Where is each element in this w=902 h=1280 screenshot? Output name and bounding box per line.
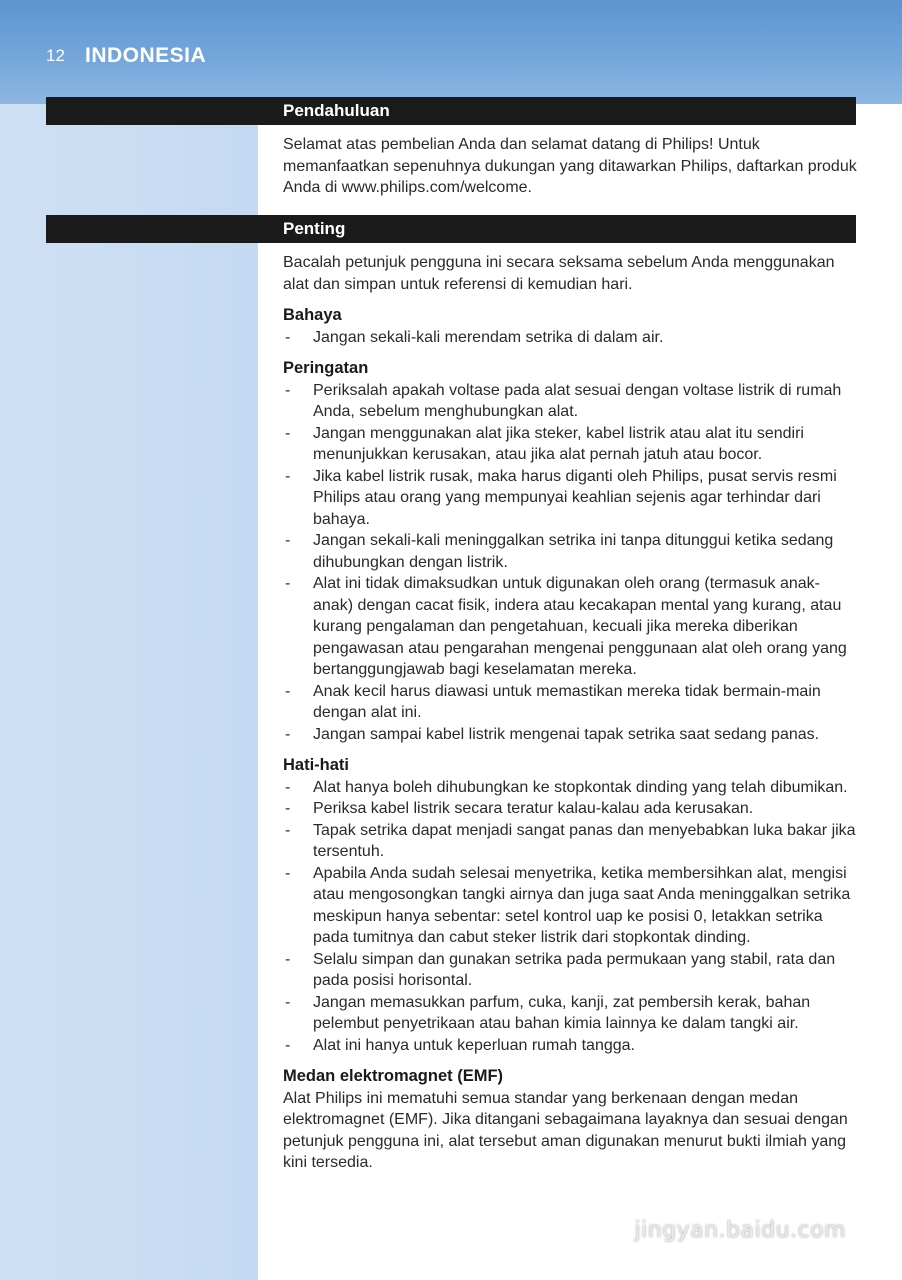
emf-text: Alat Philips ini mematuhi semua standar yang berkenaan dengan medan elektromagnet (EMF). Jika ditangani sebagaimana layaknya dan sesuai dengan petunjuk pengguna ini, alat tersebut aman digunakan menurut bukti ilmiah yang kini tersedia. <box>283 1089 848 1171</box>
list-item: - Alat ini tidak dimaksudkan untuk digunakan oleh orang (termasuk anak-anak) dengan cacat fisik, indera atau kecakapan mental yang kurang, atau kurang pengalaman dan pengetahuan, kecuali jika mereka diberikan pengawasan atau pengarahan mengenai penggunaan alat oleh orang yang bertanggungjawab bagi keselamatan mereka. <box>283 573 858 681</box>
section-title-intro: Pendahuluan <box>283 101 390 120</box>
sidebar-band <box>0 104 258 1280</box>
watermark: jingyan.baidu.com <box>634 1218 846 1243</box>
danger-heading: Bahaya <box>283 306 342 324</box>
list-item: - Apabila Anda sudah selesai menyetrika, ketika membersihkan alat, mengisi atau mengosongkan tangki airnya dan juga saat Anda meninggalkan setrika meskipun hanya sebentar: setel kontrol uap ke posisi 0, letakkan setrika pada tumitnya dan cabut steker listrik dari stopkontak dinding. <box>283 863 858 949</box>
list-item: - Selalu simpan dan gunakan setrika pada permukaan yang stabil, rata dan pada posisi horisontal. <box>283 949 858 992</box>
section-title-important: Penting <box>283 219 346 238</box>
list-item: - Jangan sampai kabel listrik mengenai tapak setrika saat sedang panas. <box>283 724 858 746</box>
list-item: - Tapak setrika dapat menjadi sangat panas dan menyebabkan luka bakar jika tersentuh. <box>283 820 858 863</box>
caution-heading: Hati-hati <box>283 756 349 774</box>
list-item: - Jangan menggunakan alat jika steker, kabel listrik atau alat itu sendiri menunjukkan kerusakan, atau jika alat pernah jatuh atau bocor. <box>283 423 858 466</box>
language-title: INDONESIA <box>85 44 207 67</box>
intro-text: Selamat atas pembelian Anda dan selamat datang di Philips! Untuk memanfaatkan sepenuhnya dukungan yang ditawarkan Philips, daftarkan produk Anda di www.philips.com/welcome. <box>283 136 857 196</box>
list-item: - Jangan memasukkan parfum, cuka, kanji, zat pembersih kerak, bahan pelembut penyetrikaan atau bahan kimia lainnya ke dalam tangki air. <box>283 992 858 1035</box>
emf-heading: Medan elektromagnet (EMF) <box>283 1067 504 1085</box>
intro-content <box>283 134 858 199</box>
list-item: - Jika kabel listrik rusak, maka harus diganti oleh Philips, pusat servis resmi Philips atau orang yang mempunyai keahlian sejenis agar terhindar dari bahaya. <box>283 466 858 531</box>
important-text: Bacalah petunjuk pengguna ini secara seksama sebelum Anda menggunakan alat dan simpan untuk referensi di kemudian hari. <box>283 254 835 293</box>
list-item: - Anak kecil harus diawasi untuk memastikan mereka tidak bermain-main dengan alat ini. <box>283 681 858 724</box>
list-item: - Jangan sekali-kali merendam setrika di dalam air. <box>283 327 858 349</box>
section-bar-intro <box>46 97 856 125</box>
important-content <box>283 252 858 1174</box>
caution-list <box>283 777 858 1057</box>
section-bar-important <box>46 215 856 243</box>
list-item: - Alat hanya boleh dihubungkan ke stopkontak dinding yang telah dibumikan. <box>283 777 858 799</box>
list-item: - Jangan sekali-kali meninggalkan setrika ini tanpa ditunggui ketika sedang dihubungkan dengan listrik. <box>283 530 858 573</box>
list-item: - Periksa kabel listrik secara teratur kalau-kalau ada kerusakan. <box>283 798 858 820</box>
warning-list <box>283 380 858 746</box>
page-number: 12 <box>46 46 65 65</box>
warning-heading: Peringatan <box>283 359 369 377</box>
list-item: - Alat ini hanya untuk keperluan rumah tangga. <box>283 1035 858 1057</box>
danger-list <box>283 327 858 349</box>
list-item: - Periksalah apakah voltase pada alat sesuai dengan voltase listrik di rumah Anda, sebelum menghubungkan alat. <box>283 380 858 423</box>
